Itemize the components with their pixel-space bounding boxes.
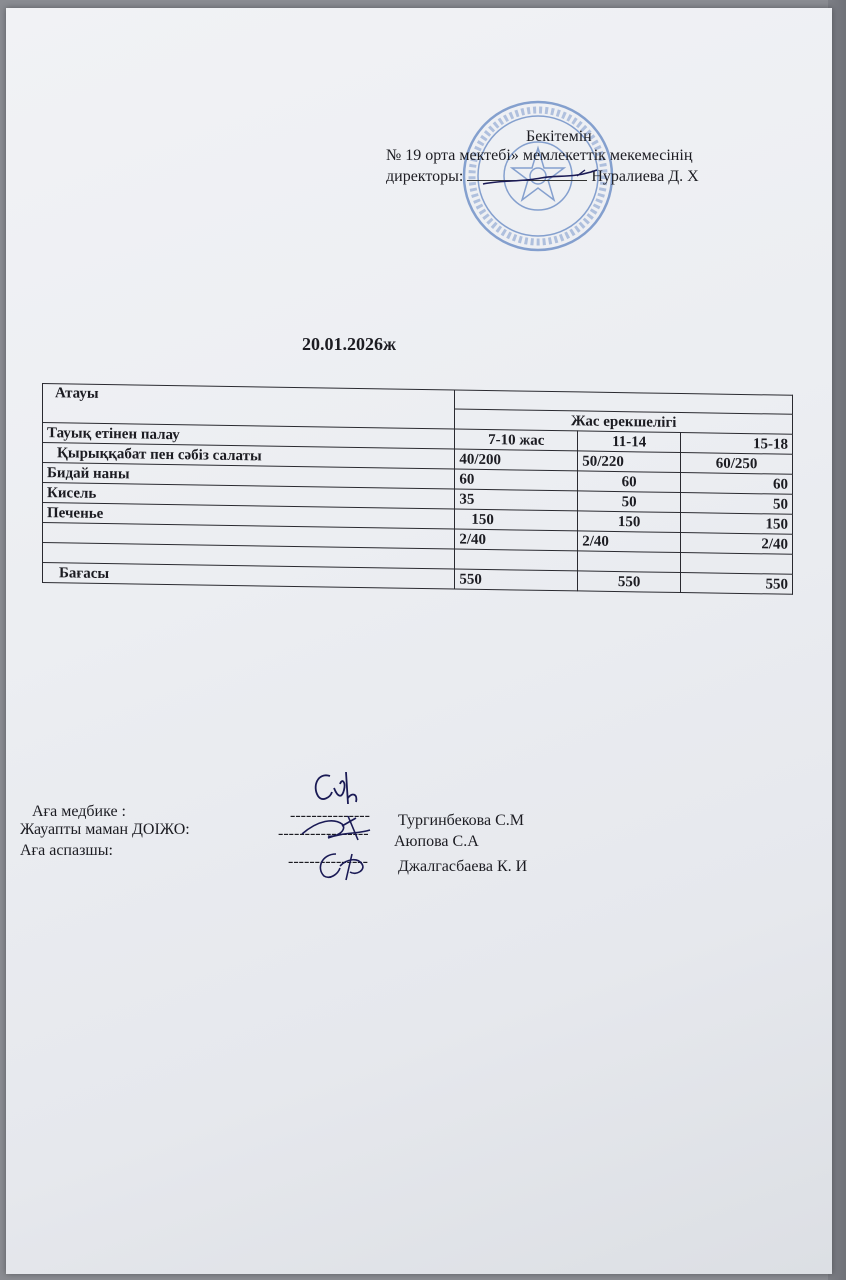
nurse-dashes: --------------- — [290, 807, 370, 824]
document-page — [6, 8, 832, 1274]
cook-label: Аға аспазшы: — [20, 842, 113, 859]
table-cell: 50 — [578, 491, 681, 513]
director-name: Нуралиева Д. Х — [591, 168, 699, 185]
table-cell: Қырыққабат пен сәбіз салаты — [43, 443, 455, 469]
table-cell: Печенье — [43, 503, 455, 529]
age-group-header: 15-18 — [681, 433, 793, 455]
table-cell — [455, 549, 578, 571]
approval-institution: № 19 орта мектебі» мемлекеттік мекемесінің — [386, 147, 693, 164]
table-cell: 2/40 — [681, 533, 793, 555]
menu-date: 20.01.2026ж — [302, 334, 397, 354]
header-age-group: Жас ерекшелігі — [455, 409, 793, 434]
price-label: Бағасы — [43, 563, 455, 589]
table-cell: 60/250 — [681, 453, 793, 475]
cook-signature — [306, 848, 386, 884]
table-cell: Тауық етінен палау — [43, 423, 455, 449]
table-cell — [578, 551, 681, 573]
table-cell: 35 — [455, 489, 578, 511]
specialist-dashes: ----------------- — [278, 825, 369, 842]
table-cell: 150 — [455, 509, 578, 531]
table-cell: 2/40 — [578, 531, 681, 553]
table-header-row — [43, 384, 793, 415]
table-cell: 550 — [455, 569, 578, 591]
table-cell: 150 — [578, 511, 681, 533]
director-signature — [481, 166, 601, 190]
table-cell: 2/40 — [455, 529, 578, 551]
table-cell: Кисель — [43, 483, 455, 509]
nurse-name: Тургинбекова С.М — [398, 812, 524, 829]
table-cell: 50 — [681, 493, 793, 515]
table-cell: 50/220 — [578, 451, 681, 473]
cook-dashes: --------------- — [288, 853, 368, 870]
table-cell: 60 — [578, 471, 681, 493]
nurse-signature — [308, 768, 368, 810]
approval-title: Бекітемін — [526, 128, 592, 145]
table-cell: 150 — [681, 513, 793, 535]
director-label: директоры: — [386, 168, 464, 185]
specialist-signature — [298, 814, 378, 844]
table-cell: 550 — [681, 573, 793, 595]
table-cell: 60 — [455, 469, 578, 491]
table-cell: 40/200 — [455, 449, 578, 471]
table-cell: 550 — [578, 571, 681, 593]
nurse-label: Аға медбике : — [32, 803, 126, 820]
table-cell: 60 — [681, 473, 793, 495]
age-group-header: 7-10 жас — [455, 429, 578, 451]
table-cell — [681, 553, 793, 575]
specialist-name: Аюпова С.А — [394, 833, 479, 850]
specialist-label: Жауапты маман ДОІЖО: — [20, 821, 190, 838]
menu-table — [42, 383, 793, 595]
table-cell: Бидай наны — [43, 463, 455, 489]
age-group-header: 11-14 — [578, 431, 681, 453]
header-name: Атауы — [43, 384, 455, 429]
cook-name: Джалгасбаева К. И — [398, 858, 528, 875]
